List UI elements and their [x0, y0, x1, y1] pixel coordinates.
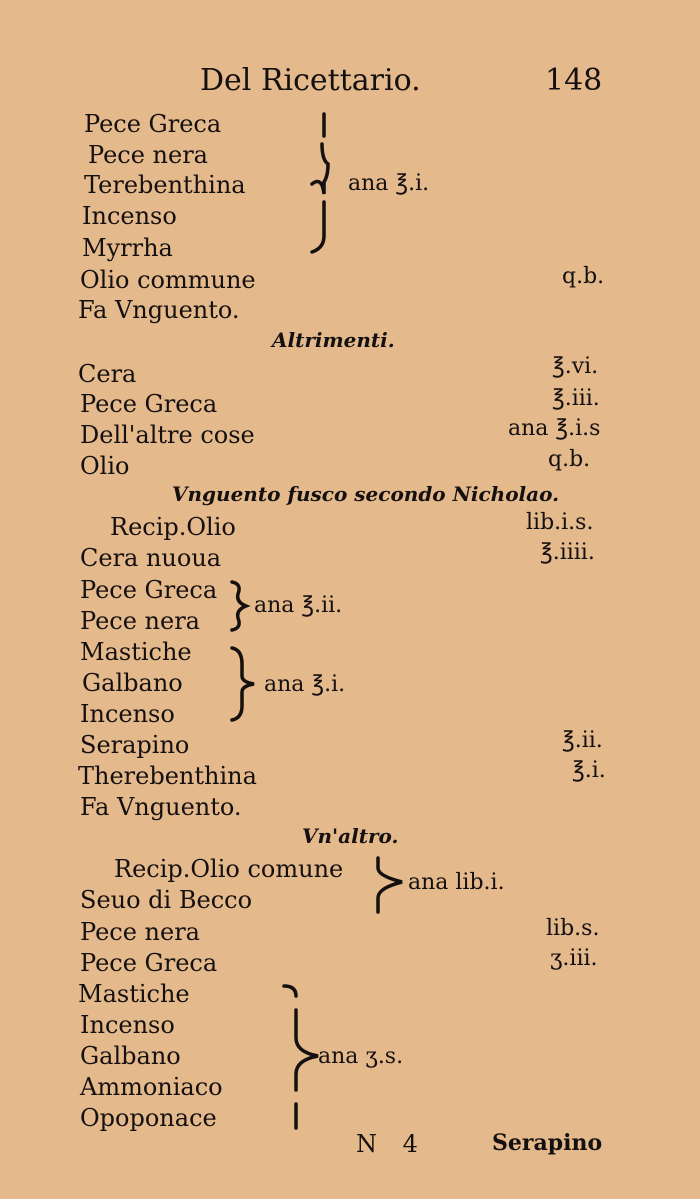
catchword: Serapino: [492, 1130, 603, 1156]
section-heading: Altrimenti.: [272, 328, 395, 352]
ingredient: Pece Greca: [80, 949, 218, 977]
brace: [306, 110, 346, 260]
signature-mark: N 4: [356, 1130, 418, 1158]
running-title: Del Ricettario.: [200, 63, 421, 98]
ingredient: Pece nera: [80, 607, 200, 635]
instruction: Fa Vnguento.: [78, 296, 240, 324]
brace: [370, 854, 410, 918]
ingredient: Pece nera: [80, 918, 200, 946]
ingredient: Pece Greca: [80, 390, 218, 418]
ingredient: Olio: [80, 452, 130, 480]
brace: [228, 644, 264, 724]
ingredient: Pece Greca: [80, 576, 218, 604]
ingredient: Cera nuoua: [80, 544, 222, 572]
ingredient: Opoponace: [80, 1104, 217, 1132]
ingredient: Cera: [78, 360, 137, 388]
ingredient: Incenso: [80, 700, 175, 728]
group-quantity: ana ʒ.s.: [318, 1044, 404, 1069]
ingredient: Incenso: [80, 1011, 175, 1039]
instruction: Fa Vnguento.: [80, 793, 242, 821]
group-quantity: ana ℥.ii.: [254, 593, 343, 618]
ingredient: Olio commune: [80, 266, 256, 294]
section-heading: Vn'altro.: [302, 824, 399, 848]
quantity: ʒ.iii.: [550, 946, 598, 971]
quantity: ℥.iii.: [552, 386, 600, 411]
ingredient: Serapino: [80, 731, 190, 759]
quantity: ℥.i.: [572, 758, 606, 783]
quantity: q.b.: [562, 264, 605, 289]
brace: [280, 982, 320, 1132]
group-quantity: ana ℥.i.: [348, 171, 430, 196]
group-quantity: ana ℥.i.: [264, 672, 346, 697]
ingredient: Ammoniaco: [80, 1073, 223, 1101]
ingredient: Mastiche: [80, 638, 192, 666]
ingredient: Seuo di Becco: [80, 886, 253, 914]
ingredient: Pece Greca: [84, 110, 222, 138]
ingredient: Galbano: [82, 669, 183, 697]
group-quantity: ana lib.i.: [408, 870, 505, 895]
quantity: ℥.vi.: [552, 354, 599, 379]
quantity: ana ℥.i.s: [508, 416, 601, 441]
section-heading: Vnguento fusco secondo Nicholao.: [172, 482, 560, 506]
ingredient: Myrrha: [82, 234, 173, 262]
page-number: 148: [545, 63, 603, 98]
ingredient: Terebenthina: [84, 171, 246, 199]
quantity: ℥.iiii.: [540, 540, 595, 565]
ingredient: Therebenthina: [78, 762, 257, 790]
ingredient: Mastiche: [78, 980, 190, 1008]
ingredient: Recip.Olio: [110, 513, 236, 541]
ingredient: Incenso: [82, 202, 177, 230]
ingredient: Galbano: [80, 1042, 181, 1070]
ingredient: Dell'altre cose: [80, 421, 255, 449]
quantity: lib.s.: [546, 916, 600, 941]
quantity: ℥.ii.: [562, 728, 603, 753]
brace: [226, 578, 256, 634]
ingredient: Recip.Olio comune: [114, 855, 344, 883]
quantity: lib.i.s.: [526, 510, 594, 535]
ingredient: Pece nera: [88, 141, 208, 169]
quantity: q.b.: [548, 447, 591, 472]
